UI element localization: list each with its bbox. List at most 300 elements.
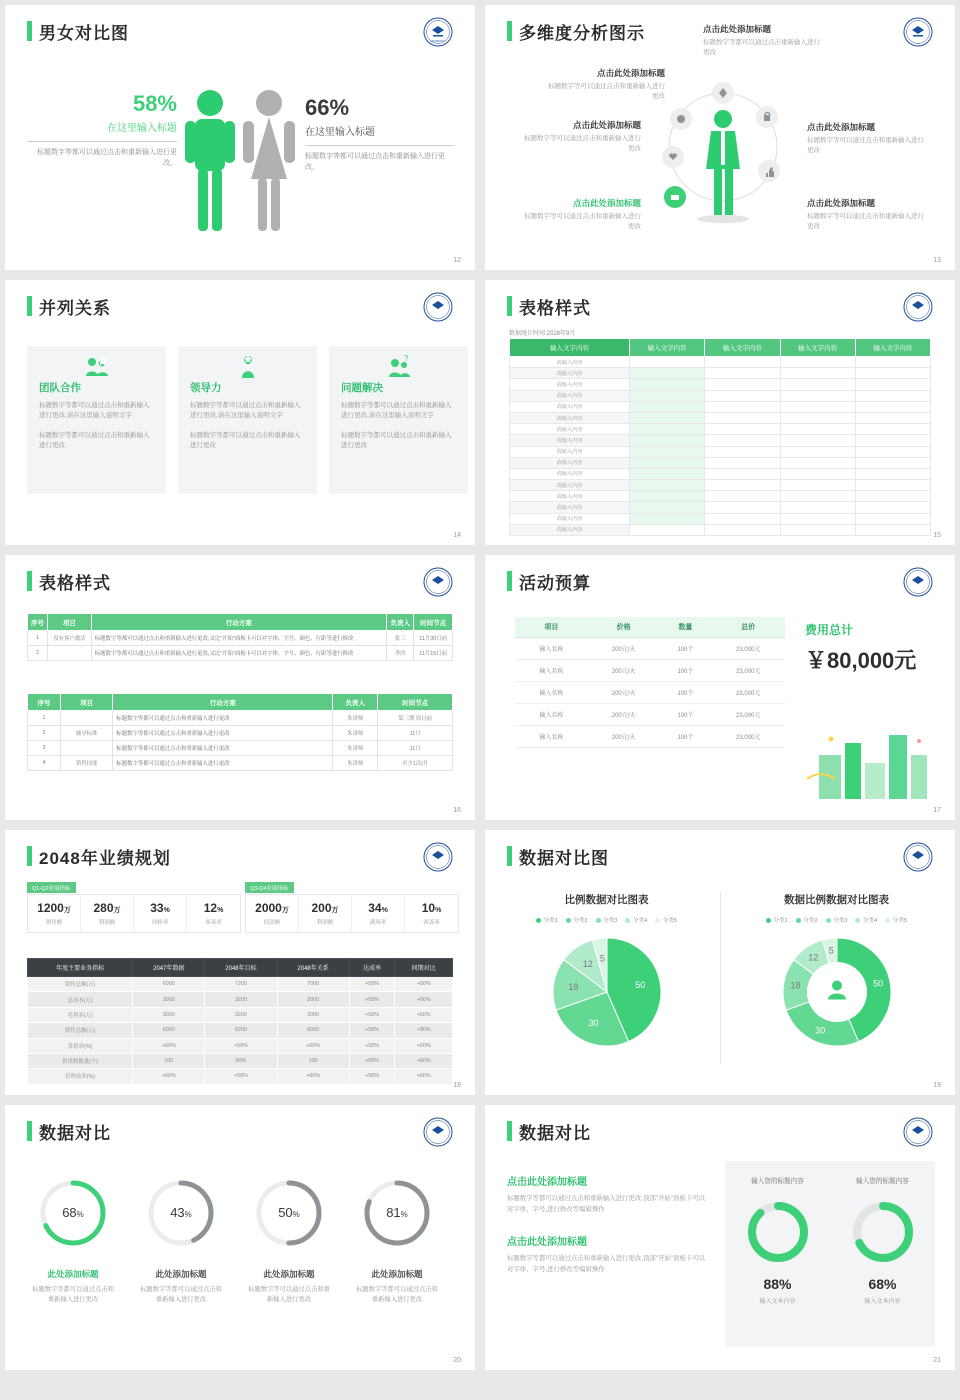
kpi-cell [134,895,187,932]
left-percent: 58% [132,91,177,116]
page-title: 多维度分析图示 [519,24,645,43]
kpi-value: 280万 [93,901,121,915]
table-cell: +58% [349,1023,395,1038]
table-row [510,357,931,368]
card-problem-solving[interactable] [329,346,468,494]
table-cell: 3000 [277,992,349,1007]
gender-compare-body [5,63,475,253]
question-icon [386,354,412,385]
table-cell-plan: 标题数字等都可以通过点击和重新输入进行更改,又比"开始"面板卡可以对字体、字号、颜色、行距等进行修改 [91,646,386,661]
svg-text:81%: 81% [386,1205,408,1220]
school-logo-icon [423,1117,453,1147]
page-title: 表格样式 [519,299,591,318]
page-number: 12 [453,257,461,264]
kpi-group-1 [27,894,241,933]
table-cell [630,379,705,390]
table-row [510,524,931,535]
ring-item [19,1177,127,1305]
row-label: 请输入内容 [510,368,630,379]
table-cell: +80% [395,1023,453,1038]
table-cell: +58% [349,1038,395,1053]
table-cell-time: 11月 [378,726,453,741]
left-desc: 标题数字等都可以通过点击和重新输入进行更改。 [37,149,177,167]
progress-ring [145,1177,217,1249]
column-header: 行动方案 [91,614,386,631]
card-body-2: 标题数字等都可以通过点击和重新输入进行更改 [190,431,301,450]
right-stat [305,95,455,174]
title-accent-bar [27,571,32,591]
table-row [510,379,931,390]
kpi-label: 周转率 [151,920,169,926]
slide-18 [5,830,475,1095]
table-cell: 算销率(%) [28,1038,133,1053]
page-title: 数据对比 [39,1124,111,1143]
table-cell: +58% [349,992,395,1007]
table-cell: +60% [395,1007,453,1022]
table-cell [630,502,705,513]
school-logo-icon [423,292,453,322]
svg-text:UNIVERSITY: UNIVERSITY [430,40,446,43]
table-row [28,726,453,741]
right-desc: 标题数字等都可以通过点击和重新输入进行更改。 [305,153,445,171]
table-row [510,435,931,446]
table-cell-time: 第三期 周日前 [378,711,453,726]
title-accent-bar [507,1121,512,1141]
ring-item [343,1177,451,1305]
table-cell: 100个 [659,660,711,682]
column-header: 负责人 [387,614,414,631]
table-cell-plan: 标题数字等都可以通过点击和重新输入进行更改 [113,741,333,756]
school-logo-icon [423,17,453,47]
card-body: 标题数字等都可以通过点击和重新输入进行更改,请在这里输入说明文字 [341,402,452,420]
kpi-label: 客诉率 [205,920,222,926]
ring-title: 此处添加标题 [155,1269,207,1279]
slide-16 [5,555,475,820]
table-cell: +80% [395,977,453,992]
table-cell: 6000 [133,1023,205,1038]
card-top-label: 输入您的标题内容 [751,1178,804,1185]
label-item-1 [703,23,821,58]
row-label: 请输入内容 [510,480,630,491]
table-cell [630,357,705,368]
table-cell [855,390,930,401]
table-cell [630,468,705,479]
table-row [515,660,785,682]
row-label: 请输入内容 [510,524,630,535]
table-row [510,491,931,502]
table-cell: 3200 [205,1007,277,1022]
column-header: 2048年关系 [277,959,349,977]
table-row [510,502,931,513]
title-accent-bar [507,21,512,41]
table-cell: 23,000元 [711,726,785,748]
column-header: 输入文字内容 [780,339,855,357]
table-cell: 7200 [205,977,277,992]
page-number: 19 [933,1082,941,1089]
label-item-4 [523,197,641,232]
school-logo-icon [423,567,453,597]
table-row [28,1038,453,1053]
kpi-cell [81,895,134,932]
kpi-label: 回款额 [263,920,281,926]
column-header: 序号 [28,694,61,711]
card-team[interactable] [27,346,166,494]
column-header: 达成率 [349,959,395,977]
card-body-2: 标题数字等都可以通过点击和重新输入进行更改 [39,431,150,450]
table-cell: 200元/天 [588,660,660,682]
ring-desc: 标题数字等可以通过点击和重新输入进行更改 [248,1286,330,1304]
page-title: 男女对比图 [39,24,129,43]
school-logo-icon [903,1117,933,1147]
label-title: 点击此处添加标题 [596,68,665,78]
kpi-group-2 [245,894,459,933]
kpi-label: 销售额 [45,920,63,926]
legend-item [796,916,818,924]
ring-title: 此处添加标题 [47,1269,99,1279]
table-cell: 23,000元 [711,638,785,660]
svg-text:43%: 43% [170,1205,192,1220]
table-cell: 200元/天 [588,638,660,660]
table-cell [705,368,780,379]
table-row [28,711,453,726]
kpi-value: 33% [150,901,170,915]
chart-legend [729,916,944,924]
table-row [28,1007,453,1022]
table-cell: 7000 [277,977,349,992]
table-cell: 23,000元 [711,704,785,726]
right-percent: 66% [305,95,350,120]
table-cell: 3200 [205,992,277,1007]
table-cell [630,446,705,457]
action-table-1 [27,613,453,661]
legend-item [536,916,558,924]
ring-list [19,1177,451,1305]
table-cell [855,480,930,491]
table-cell [780,524,855,535]
title-accent-bar [27,1121,32,1141]
table-row [515,726,785,748]
column-header: 价格 [588,617,660,638]
donut-progress [745,1199,811,1265]
school-logo-icon [423,842,453,872]
table-cell: +60% [133,1069,205,1084]
column-header: 输入文字内容 [855,339,930,357]
row-label: 请输入内容 [510,424,630,435]
school-logo-icon [903,292,933,322]
table-cell [780,357,855,368]
leader-icon [235,354,261,385]
title-accent-bar [507,296,512,316]
table-cell-no: 3 [28,741,61,756]
label-desc: 标题数字等可以通过点击和重新输入进行更改 [524,213,641,230]
legend-item [566,916,588,924]
school-logo-icon [903,842,933,872]
table-cell-item [60,741,112,756]
pie-chart-block [499,892,714,1054]
slide-21 [485,1105,955,1370]
right-subtitle: 在这里输入标题 [305,127,375,138]
table-cell: 3000 [133,1007,205,1022]
label-title: 点击此处添加标题 [572,120,641,130]
table-cell-item [48,646,92,661]
card-top-label: 输入您的标题内容 [856,1178,909,1185]
table-cell-item [60,711,112,726]
table-cell [705,390,780,401]
kpi-cell [28,895,81,932]
pie-value-label: 12 [807,952,818,963]
kpi-value: 10% [421,901,442,915]
circular-diagram [645,67,805,237]
column-header: 输入文字内容 [630,339,705,357]
table-note: 数据统计时间:2028年9月 [509,331,576,337]
table-row [510,468,931,479]
table-cell [630,412,705,423]
table-row [28,1053,453,1068]
legend-label: 分类3 [833,918,848,924]
table-cell: 6200 [205,1023,277,1038]
table-cell-owner: 朱讲师 [333,726,378,741]
table-cell-plan: 标题数字等都可以通过点击和重新输入进行更改 [113,726,333,741]
table-cell: +60% [277,1038,349,1053]
label-item-3 [523,119,641,154]
table-cell [630,524,705,535]
donut-card-group [725,1161,935,1347]
school-logo-icon [903,17,933,47]
table-cell-time: 11月 [378,741,453,756]
column-header: 年度主要业务指标 [28,959,133,977]
column-header: 总价 [711,617,785,638]
table-cell [705,357,780,368]
legend-label: 分类4 [862,918,878,924]
table-cell: 3000 [133,992,205,1007]
kpi-label: 客诉率 [423,920,440,926]
table-cell [780,412,855,423]
table-cell [630,491,705,502]
page-number: 20 [453,1357,461,1364]
row-label: 请输入内容 [510,357,630,368]
table-cell [780,457,855,468]
table-row [28,992,453,1007]
page-title: 表格样式 [39,574,111,593]
table-row [510,412,931,423]
table-cell [780,424,855,435]
page-title: 数据对比图 [519,849,609,868]
kpi-tag-1: Q1-Q2业绩指标 [27,882,76,893]
table-cell: 输入名称 [515,682,588,704]
table-cell [855,424,930,435]
page-number: 15 [933,532,941,539]
card-label: 输入文本内容 [759,1299,796,1305]
ring-item [235,1177,343,1305]
table-row [510,513,931,524]
slide-12 [5,5,475,270]
table-cell: 200元/天 [588,704,660,726]
block-desc-1: 标题数字等都可以通过点击和重新输入进行更改,顶部"开始"面板卡可以对字体、字号,进行修改等编辑操作 [507,1195,706,1213]
column-header: 时间节点 [378,694,453,711]
table-cell: 3000 [277,1007,349,1022]
legend-item [596,916,618,924]
column-header: 2047年数据 [133,959,205,977]
table-cell-owner: 朱讲师 [333,741,378,756]
progress-ring [253,1177,325,1249]
table-cell: 100个 [659,638,711,660]
table-cell: 200元/天 [588,682,660,704]
page-number: 14 [453,532,461,539]
table-cell: +58% [349,977,395,992]
table-cell [855,446,930,457]
row-label: 请输入内容 [510,513,630,524]
table-cell: +60% [395,1069,453,1084]
block-desc-2: 标题数字等都可以通过点击和重新输入进行更改,顶部"开始"面板卡可以对字体、字号,进行修改等编辑操作 [507,1255,706,1273]
row-label: 请输入内容 [510,401,630,412]
donut-chart-block [729,892,944,1054]
table-cell [780,480,855,491]
table-cell: 100个 [659,682,711,704]
row-label: 请输入内容 [510,491,630,502]
table-cell: 销售总额(万) [28,1023,133,1038]
label-title: 点击此处添加标题 [703,24,772,34]
table-cell [705,435,780,446]
table-cell [705,412,780,423]
table-row [510,390,931,401]
legend-item [855,916,877,924]
row-label: 请输入内容 [510,457,630,468]
table-cell [780,468,855,479]
pie-value-label: 12 [582,958,593,969]
kpi-cell [405,895,458,932]
ring-desc: 标题数字等都可以通过点击和重新输入进行更改 [356,1286,438,1304]
column-header: 同期对比 [395,959,453,977]
column-header: 项目 [60,694,112,711]
table-cell: 23,000元 [711,682,785,704]
table-cell [855,491,930,502]
text-blocks [507,1173,707,1293]
pie-value-label: 5 [599,953,605,964]
row-label: 请输入内容 [510,468,630,479]
legend-item [885,916,907,924]
column-header: 负责人 [333,694,378,711]
person-icon [820,973,854,1012]
left-subtitle: 在这里输入标题 [107,123,177,134]
table-cell-item: 没有客户激活 [48,631,92,646]
row-label: 请输入内容 [510,435,630,446]
table-cell: 输入名称 [515,638,588,660]
table-cell: +60% [395,1038,453,1053]
slide-20 [5,1105,475,1370]
table-row [510,424,931,435]
team-icon [84,354,110,385]
table-cell-time: 至少1次/月 [378,756,453,771]
table-cell-time: 11月30日前 [414,631,453,646]
table-cell [780,390,855,401]
card-value: 68% [868,1276,897,1292]
table-row [510,401,931,412]
card-leadership[interactable] [178,346,317,494]
table-cell [705,379,780,390]
table-cell-no: 4 [28,756,61,771]
progress-ring [361,1177,433,1249]
page-number: 18 [453,1082,461,1089]
card-title: 问题解决 [341,382,383,394]
ring-desc: 标题数字等都可以通过点击和重新输入进行更改 [32,1286,114,1304]
legend-item [655,916,677,924]
table-row [510,480,931,491]
table-cell: 毛利率(万) [28,1007,133,1022]
table-cell [630,513,705,524]
card-title: 团队合作 [39,382,81,394]
page-title: 活动预算 [519,574,591,593]
table-cell [855,357,930,368]
slide-15 [485,280,955,545]
table-cell: 23,000元 [711,660,785,682]
table-cell: 管理效率(%) [28,1069,133,1084]
slide-13 [485,5,955,270]
column-header: 输入文字内容 [510,339,630,357]
page-title: 并列关系 [39,299,111,318]
table-cell [630,435,705,446]
table-cell: +59% [205,1038,277,1053]
legend-label: 分类1 [543,918,558,924]
table-cell: 100 [277,1053,349,1068]
table-cell: 100个 [659,726,711,748]
kpi-value: 1200万 [37,901,71,915]
table-cell: +58% [349,1053,395,1068]
table-cell [705,401,780,412]
chart-legend [499,916,714,924]
table-cell [780,446,855,457]
title-accent-bar [27,846,32,866]
pie-value-label: 5 [828,945,834,956]
table-row [28,631,453,646]
table-cell-no: 1 [28,711,61,726]
chart-title: 比例数据对比图表 [564,894,649,906]
row-label: 请输入内容 [510,502,630,513]
table-cell: 100个 [659,704,711,726]
kpi-cell [246,895,299,932]
page-number: 17 [933,807,941,814]
label-desc: 标题数字等可以通过点击和重新输入进行更改 [548,83,665,100]
table-cell: 200元/天 [588,726,660,748]
table-cell: +58% [205,1069,277,1084]
school-logo-icon [903,567,933,597]
pie-value-label: 18 [567,981,578,992]
label-desc: 标题数字等都可以通过点击重新输入进行更改 [703,39,820,56]
table-cell [780,502,855,513]
page-title: 2048年业绩规划 [39,849,171,868]
table-cell: 6000 [277,1023,349,1038]
table-row [28,977,453,992]
performance-table [27,958,453,1085]
gender-figures [177,83,305,243]
row-label: 请输入内容 [510,412,630,423]
city-illustration-icon [807,721,937,806]
table-cell-plan: 标题数字等都可以通过点击和重新输入进行更改,又比"开始"面板卡可以对字体、字号、颜色、行距等进行修改 [91,631,386,646]
column-header: 数量 [659,617,711,638]
legend-label: 分类5 [662,918,678,924]
table-row [510,446,931,457]
label-item-6 [807,197,925,232]
table-cell [855,401,930,412]
table-cell [855,513,930,524]
table-cell [855,379,930,390]
table-cell-time: 11月15日前 [414,646,453,661]
slide-14 [5,280,475,545]
label-title: 点击此处添加标题 [807,198,876,208]
legend-item [625,916,647,924]
table-cell [855,468,930,479]
legend-item [826,916,848,924]
legend-label: 分类3 [603,918,618,924]
